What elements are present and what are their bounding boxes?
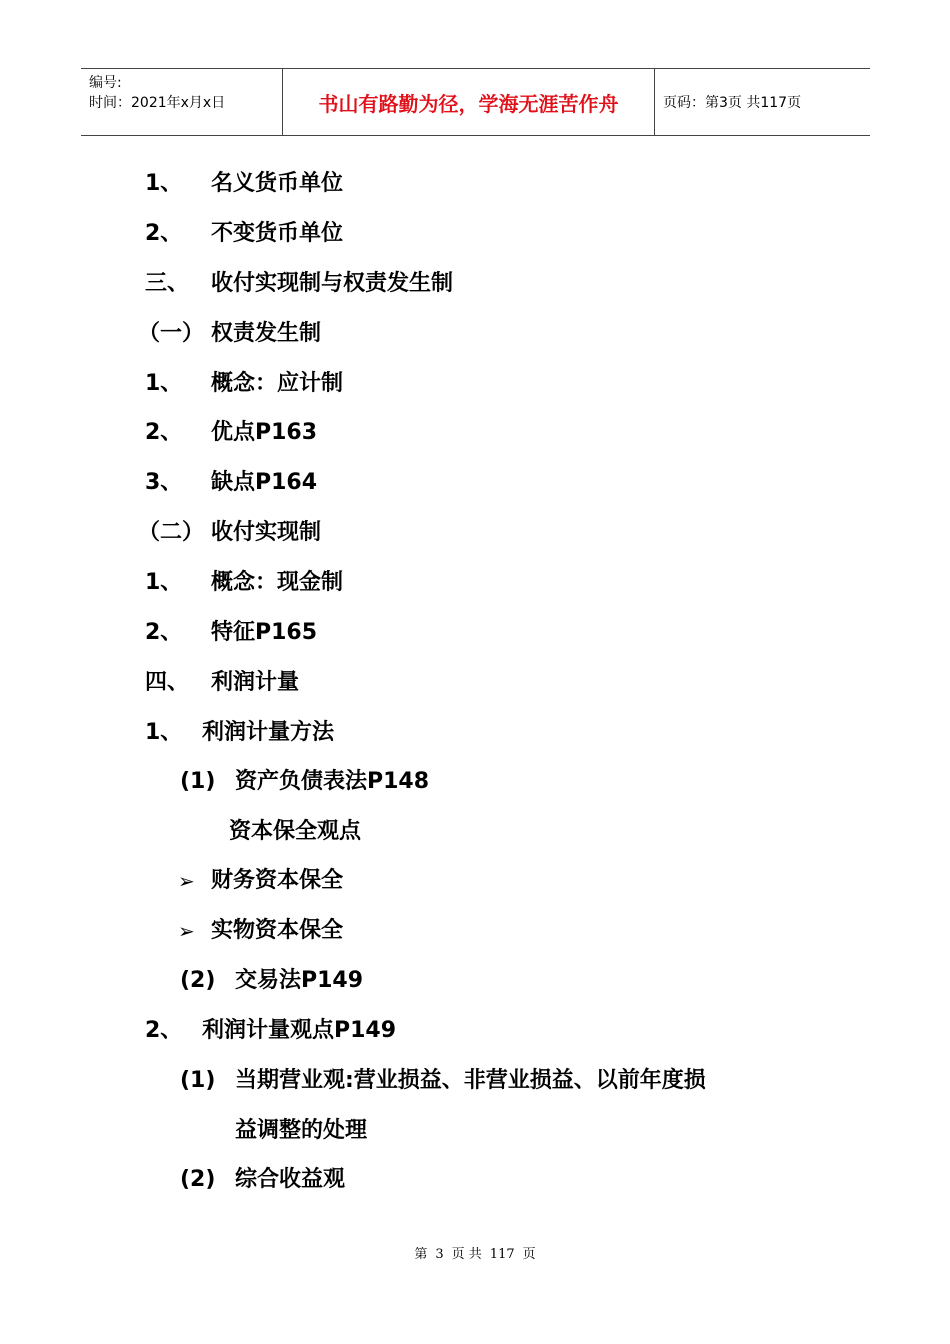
outline-number: 四、 — [145, 670, 190, 695]
outline-text: 交易法P149 — [235, 968, 364, 993]
outline-number: 2、 — [145, 221, 183, 246]
outline-number: 3、 — [145, 470, 183, 495]
outline-number: 1、 — [145, 720, 183, 745]
outline-text: 益调整的处理 — [235, 1118, 368, 1143]
outline-number: 1、 — [145, 570, 183, 595]
outline-number: 1、 — [145, 171, 183, 196]
outline-number: 2、 — [145, 620, 183, 645]
arrow-bullet-icon: ➢ — [178, 919, 195, 943]
outline-number: 2、 — [145, 1018, 183, 1043]
outline-number: (2) — [180, 968, 216, 993]
outline-text: 概念：现金制 — [211, 570, 344, 595]
outline-number: 三、 — [145, 271, 190, 296]
outline-text: 利润计量 — [211, 670, 300, 695]
outline-text: 特征P165 — [211, 620, 318, 645]
outline-number: (1) — [180, 1068, 216, 1093]
outline-text: 财务资本保全 — [211, 868, 344, 893]
time-label: 时间：2021年x月x日 — [89, 95, 226, 111]
outline-number: （二） — [138, 520, 205, 545]
header-divider — [654, 69, 655, 136]
outline-text: 资本保全观点 — [229, 819, 362, 844]
outline-text: 收付实现制 — [211, 520, 322, 545]
outline-text: 利润计量观点P149 — [202, 1018, 397, 1043]
outline-text: 概念：应计制 — [211, 371, 344, 396]
footer-page-number: 3 — [435, 1247, 444, 1262]
outline-text: 资产负债表法P148 — [235, 769, 430, 794]
outline-text: 权责发生制 — [211, 321, 322, 346]
footer-mid: 页 共 — [451, 1247, 482, 1262]
header-page-info: 页码：第3页 共117页 — [663, 95, 802, 111]
page-header — [81, 68, 870, 136]
footer-prefix: 第 — [414, 1247, 428, 1262]
outline-text: 收付实现制与权责发生制 — [211, 271, 454, 296]
header-motto: 书山有路勤为径，学海无涯苦作舟 — [318, 92, 619, 116]
outline-number: （一） — [138, 321, 205, 346]
outline-text: 不变货币单位 — [211, 221, 344, 246]
outline-number: 2、 — [145, 420, 183, 445]
outline-number: (1) — [180, 769, 216, 794]
arrow-bullet-icon: ➢ — [178, 869, 195, 893]
footer-suffix: 页 — [522, 1247, 536, 1262]
outline-number: 1、 — [145, 371, 183, 396]
outline-text: 名义货币单位 — [211, 171, 344, 196]
outline-number: (2) — [180, 1167, 216, 1192]
outline-text: 实物资本保全 — [211, 918, 344, 943]
footer-total-pages: 117 — [489, 1247, 515, 1262]
number-label: 编号: — [89, 75, 122, 91]
outline-text: 当期营业观:营业损益、非营业损益、以前年度损 — [235, 1068, 706, 1093]
outline-text: 优点P163 — [211, 420, 318, 445]
header-meta — [89, 73, 225, 113]
outline-text: 缺点P164 — [211, 470, 318, 495]
outline-text: 综合收益观 — [235, 1167, 346, 1192]
page-footer — [0, 1246, 950, 1264]
outline-text: 利润计量方法 — [202, 720, 335, 745]
